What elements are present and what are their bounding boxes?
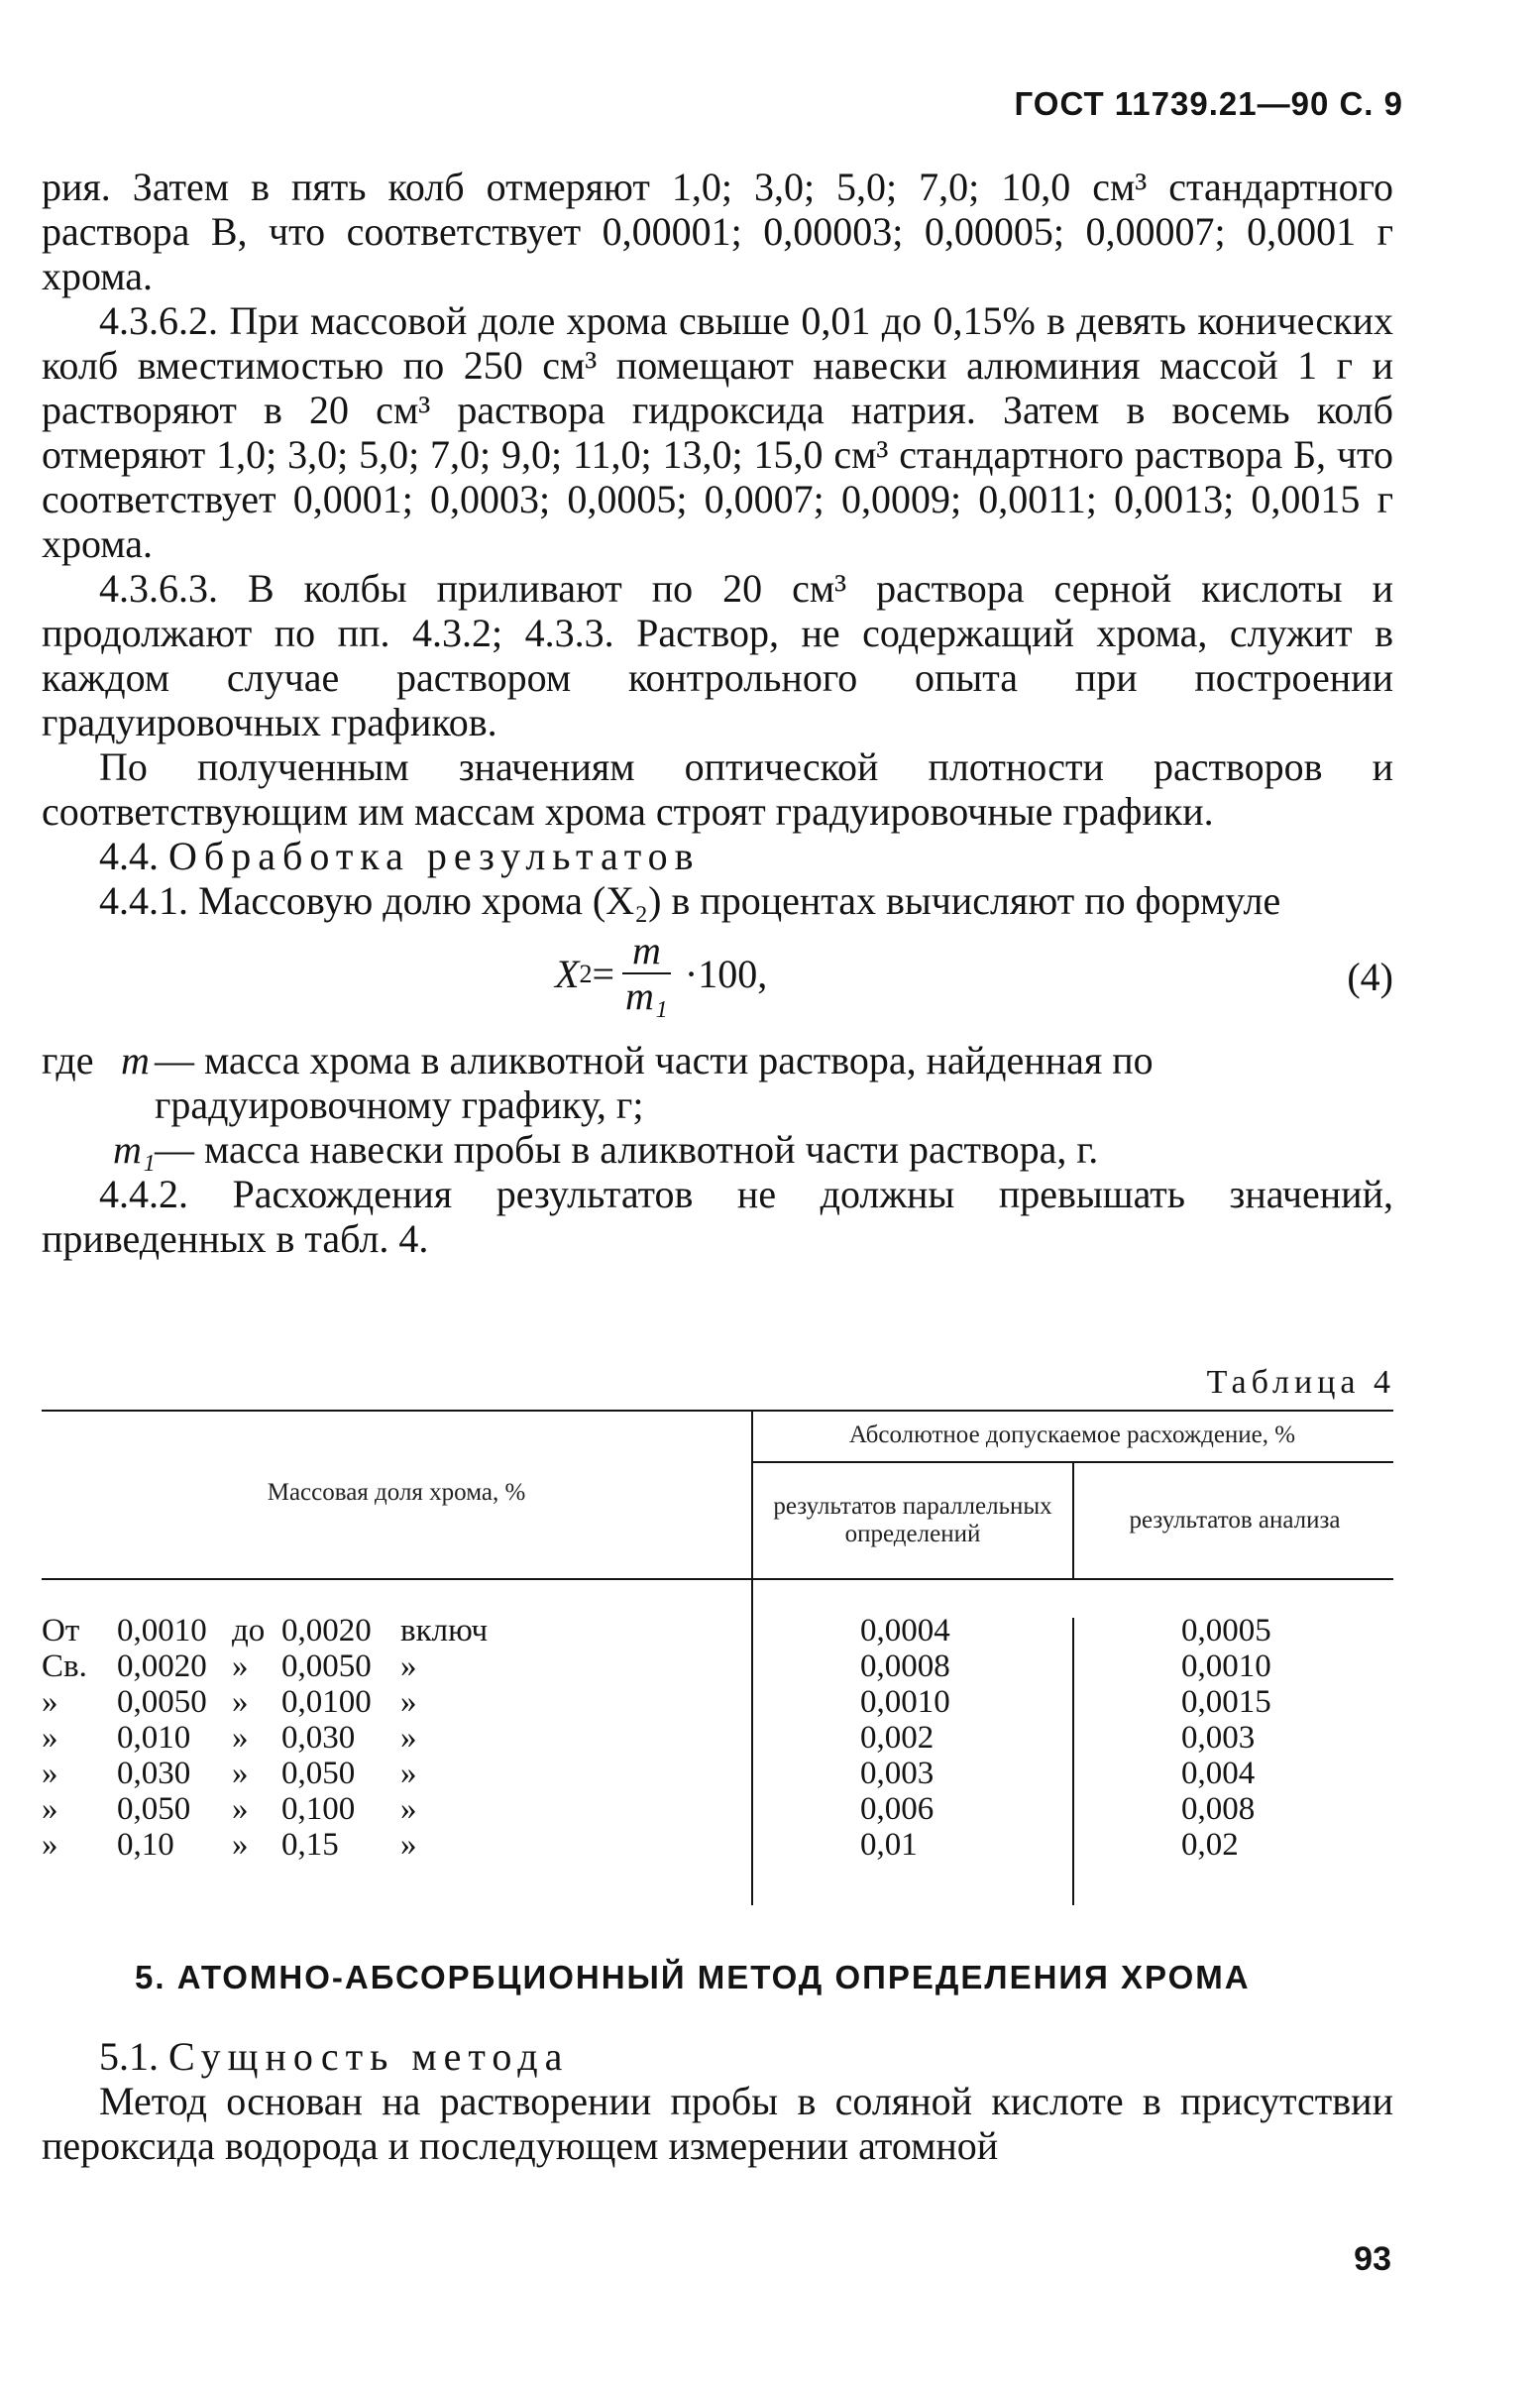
table-cell-analysis: 0,0010	[1181, 1648, 1271, 1684]
formula	[42, 925, 1393, 1036]
subsection-number: 4.4.	[99, 834, 159, 878]
table-cell-from: 0,0050	[117, 1684, 207, 1720]
table-cell-post: »	[400, 1648, 417, 1684]
table-cell-to: 0,15	[281, 1827, 339, 1863]
table-cell-to: 0,0020	[281, 1613, 372, 1648]
table-cell-mid: »	[232, 1791, 249, 1827]
paragraph: 4.4.1. Массовую долю хрома (X₂) в процентах вычисляют по формуле	[99, 878, 1281, 923]
table-cell-mid: »	[232, 1756, 249, 1791]
formula-denominator: m₁	[625, 973, 668, 1018]
definition-text: — масса хрома в аликвотной части раствора, найденная по градуировочному графику, г;	[155, 1038, 1154, 1127]
table-top-rule	[42, 1410, 1393, 1412]
page-header: ГОСТ 11739.21—90 С. 9	[1014, 85, 1403, 122]
table-column-rule	[1072, 1618, 1074, 1905]
table-cell-mid: »	[232, 1827, 249, 1863]
table-cell-parallel: 0,002	[860, 1720, 935, 1756]
table-cell-to: 0,0050	[281, 1648, 372, 1684]
formula-rhs: ·100,	[684, 951, 768, 996]
definitions	[42, 1038, 1393, 1172]
table-header-mass: Массовая доля хрома, %	[267, 1479, 526, 1506]
table-cell-to: 0,100	[281, 1791, 356, 1827]
table-cell-mid: »	[232, 1720, 249, 1756]
formula-fraction	[622, 929, 671, 1018]
table-cell-post: включ	[400, 1613, 489, 1648]
table-cell-post: »	[400, 1791, 417, 1827]
table-cell-pre: »	[42, 1791, 58, 1827]
definition-text: — масса навески пробы в аликвотной части раствора, г.	[155, 1127, 1099, 1172]
definition-symbol: m	[121, 1038, 150, 1082]
table-cell-parallel: 0,003	[860, 1756, 935, 1791]
table-cell-from: 0,030	[117, 1756, 191, 1791]
paragraph: рия. Затем в пять колб отмеряют 1,0; 3,0; 5,0; 7,0; 10,0 см³ стандартного раствора В, что соответствует 0,00001; 0,00003; 0,00005; 0,00007; 0,0001 г хрома.	[42, 165, 1393, 298]
table-cell-post: »	[400, 1720, 417, 1756]
table-header-analysis: результатов анализа	[1129, 1507, 1341, 1534]
subsection-heading	[42, 834, 1393, 878]
table-cell-mid: »	[232, 1684, 249, 1720]
table-cell-from: 0,050	[117, 1791, 191, 1827]
table-cell-pre: »	[42, 1720, 58, 1756]
table-header-rule	[42, 1578, 1393, 1580]
table-cell-analysis: 0,004	[1181, 1756, 1256, 1791]
table	[42, 1410, 1393, 1905]
paragraph: По полученным значениям оптической плотности растворов и соответствующим им массам хрома строят градуировочные графики.	[42, 744, 1393, 834]
table-cell-from: 0,0010	[117, 1613, 207, 1648]
table-header-group: Абсолютное допускаемое расхождение, %	[848, 1421, 1296, 1448]
table-cell-pre: Св.	[42, 1648, 87, 1684]
table-cell-from: 0,10	[117, 1827, 174, 1863]
equation-number: (4)	[1347, 955, 1393, 999]
definition-row	[42, 1127, 1393, 1172]
definition-symbol: m₁	[113, 1127, 156, 1172]
table-column-rule	[1072, 1461, 1074, 1578]
page-number: 93	[1354, 2240, 1391, 2278]
table-cell-pre: »	[42, 1827, 58, 1863]
subsection-number: 5.1.	[99, 2034, 159, 2079]
main-text	[42, 165, 1393, 1261]
table-cell-to: 0,0100	[281, 1684, 372, 1720]
formula-lhs-subscript: 2	[579, 959, 593, 988]
formula-numerator: m	[622, 929, 671, 974]
section-title: 5. АТОМНО-АБСОРБЦИОННЫЙ МЕТОД ОПРЕДЕЛЕНИЯ ХРОМА	[135, 1959, 1251, 1995]
table-column-rule	[751, 1410, 753, 1905]
formula-expression	[555, 929, 767, 1018]
table-cell-pre: »	[42, 1756, 58, 1791]
table-cell-mid: »	[232, 1648, 249, 1684]
table-cell-mid: до	[232, 1613, 266, 1648]
table-cell-parallel: 0,006	[860, 1791, 935, 1827]
table-cell-parallel: 0,0004	[860, 1613, 950, 1648]
table-cell-to: 0,030	[281, 1720, 356, 1756]
section-text	[42, 2034, 1393, 2168]
table-cell-analysis: 0,008	[1181, 1791, 1256, 1827]
table-header-parallel: результатов параллельных определений	[773, 1493, 1052, 1547]
paragraph: 4.4.2. Расхождения результатов не должны превышать значений, приведенных в табл. 4.	[42, 1172, 1393, 1261]
paragraph: 4.3.6.2. При массовой доле хрома свыше 0,01 до 0,15% в девять конических колб вместимостью по 250 см³ помещают навески алюминия массой 1 г и растворяют в 20 см³ раствора гидроксида натрия. Затем в восемь колб отмеряют 1,0; 3,0; 5,0; 7,0; 9,0; 11,0; 13,0; 15,0 см³ стандартного раствора Б, что соответствует 0,0001; 0,0003; 0,0005; 0,0007; 0,0009; 0,0011; 0,0013; 0,0015 г хрома.	[42, 298, 1393, 566]
table-cell-parallel: 0,01	[860, 1827, 918, 1863]
table-cell-pre: От	[42, 1613, 80, 1648]
table-cell-analysis: 0,003	[1181, 1720, 1256, 1756]
subsection-title: Обработка результатов	[168, 834, 701, 878]
table-cell-analysis: 0,0005	[1181, 1613, 1271, 1648]
table-cell-analysis: 0,0015	[1181, 1684, 1271, 1720]
definition-where: где	[42, 1038, 94, 1082]
table-title: Таблица 4	[1206, 1364, 1395, 1401]
table-cell-post: »	[400, 1827, 417, 1863]
formula-lhs: X	[555, 951, 580, 996]
table-cell-from: 0,0020	[117, 1648, 207, 1684]
table-cell-from: 0,010	[117, 1720, 191, 1756]
paragraph: Метод основан на растворении пробы в соляной кислоте в присутствии пероксида водорода и последующем измерении атомной	[42, 2079, 1393, 2168]
subsection-title: Сущность метода	[168, 2034, 570, 2079]
paragraph: 4.3.6.3. В колбы приливают по 20 см³ раствора серной кислоты и продолжают по пп. 4.3.2; 4.3.3. Раствор, не содержащий хрома, служит в каждом случае раствором контрольного опыта при построении градуировочных графиков.	[42, 566, 1393, 744]
table-cell-parallel: 0,0010	[860, 1684, 950, 1720]
subsection-heading	[42, 2034, 1393, 2079]
definition-row	[42, 1038, 1393, 1127]
table-cell-parallel: 0,0008	[860, 1648, 950, 1684]
table-cell-analysis: 0,02	[1181, 1827, 1239, 1863]
table-cell-post: »	[400, 1756, 417, 1791]
table-cell-pre: »	[42, 1684, 58, 1720]
table-cell-post: »	[400, 1684, 417, 1720]
table-cell-to: 0,050	[281, 1756, 356, 1791]
formula-equals: =	[592, 951, 614, 996]
